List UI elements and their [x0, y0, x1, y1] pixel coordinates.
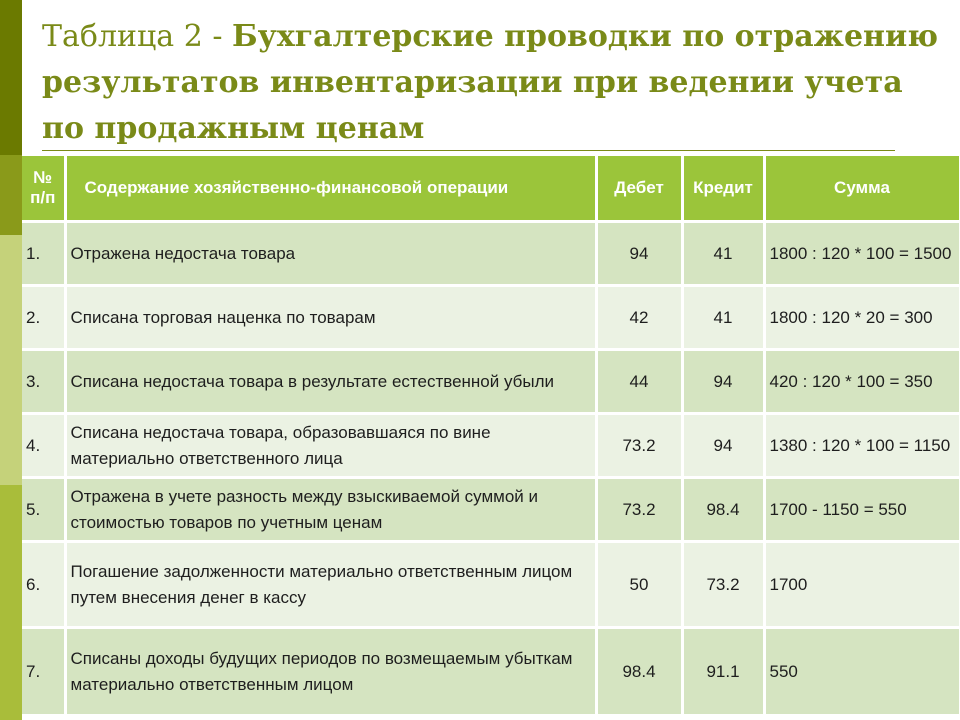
row-credit: 41	[682, 222, 764, 286]
title-main: Бухгалтерские проводки по отражению результатов инвентаризации при ведении учета по продажным ценам	[42, 19, 939, 146]
row-sum: 1380 : 120 * 100 = 1150	[764, 414, 960, 478]
postings-table	[22, 156, 960, 717]
header-operation: Содержание хозяйственно-финансовой операции	[65, 156, 596, 222]
row-credit: 41	[682, 286, 764, 350]
title-prefix: Таблица 2 -	[42, 19, 233, 54]
row-debit: 73.2	[596, 414, 682, 478]
table-row	[22, 542, 960, 628]
row-num: 3.	[22, 350, 65, 414]
table-row	[22, 628, 960, 716]
row-operation: Отражена в учете разность между взыскиваемой суммой и стоимостью товаров по учетным ценам	[65, 478, 596, 542]
row-num: 5.	[22, 478, 65, 542]
row-debit: 50	[596, 542, 682, 628]
row-sum: 1700 - 1150 = 550	[764, 478, 960, 542]
row-debit: 73.2	[596, 478, 682, 542]
row-num: 6.	[22, 542, 65, 628]
header-credit: Кредит	[682, 156, 764, 222]
sidebar-segment	[0, 155, 22, 235]
page-title	[42, 14, 942, 152]
row-num: 2.	[22, 286, 65, 350]
row-operation: Списана недостача товара в результате естественной убыли	[65, 350, 596, 414]
row-sum: 420 : 120 * 100 = 350	[764, 350, 960, 414]
row-operation: Списана торговая наценка по товарам	[65, 286, 596, 350]
row-credit: 91.1	[682, 628, 764, 716]
row-operation: Погашение задолженности материально ответственным лицом путем внесения денег в кассу	[65, 542, 596, 628]
row-operation: Списаны доходы будущих периодов по возмещаемым убыткам материально ответственным лицом	[65, 628, 596, 716]
header-sum: Сумма	[764, 156, 960, 222]
row-operation: Отражена недостача товара	[65, 222, 596, 286]
row-debit: 44	[596, 350, 682, 414]
table-row	[22, 350, 960, 414]
title-underline	[42, 150, 895, 151]
header-num: № п/п	[22, 156, 65, 222]
row-credit: 98.4	[682, 478, 764, 542]
sidebar-decoration	[0, 0, 22, 720]
row-num: 4.	[22, 414, 65, 478]
row-debit: 42	[596, 286, 682, 350]
row-num: 7.	[22, 628, 65, 716]
row-num: 1.	[22, 222, 65, 286]
table-header-row	[22, 156, 960, 222]
table-row	[22, 286, 960, 350]
table-row	[22, 414, 960, 478]
table-row	[22, 222, 960, 286]
row-operation: Списана недостача товара, образовавшаяся по вине материально ответственного лица	[65, 414, 596, 478]
header-debit: Дебет	[596, 156, 682, 222]
table-row	[22, 478, 960, 542]
row-credit: 94	[682, 350, 764, 414]
row-sum: 1800 : 120 * 20 = 300	[764, 286, 960, 350]
row-debit: 98.4	[596, 628, 682, 716]
row-sum: 1800 : 120 * 100 = 1500	[764, 222, 960, 286]
sidebar-segment	[0, 485, 22, 720]
row-credit: 94	[682, 414, 764, 478]
row-debit: 94	[596, 222, 682, 286]
row-sum: 1700	[764, 542, 960, 628]
row-credit: 73.2	[682, 542, 764, 628]
sidebar-segment	[0, 0, 22, 155]
row-sum: 550	[764, 628, 960, 716]
sidebar-segment	[0, 235, 22, 485]
